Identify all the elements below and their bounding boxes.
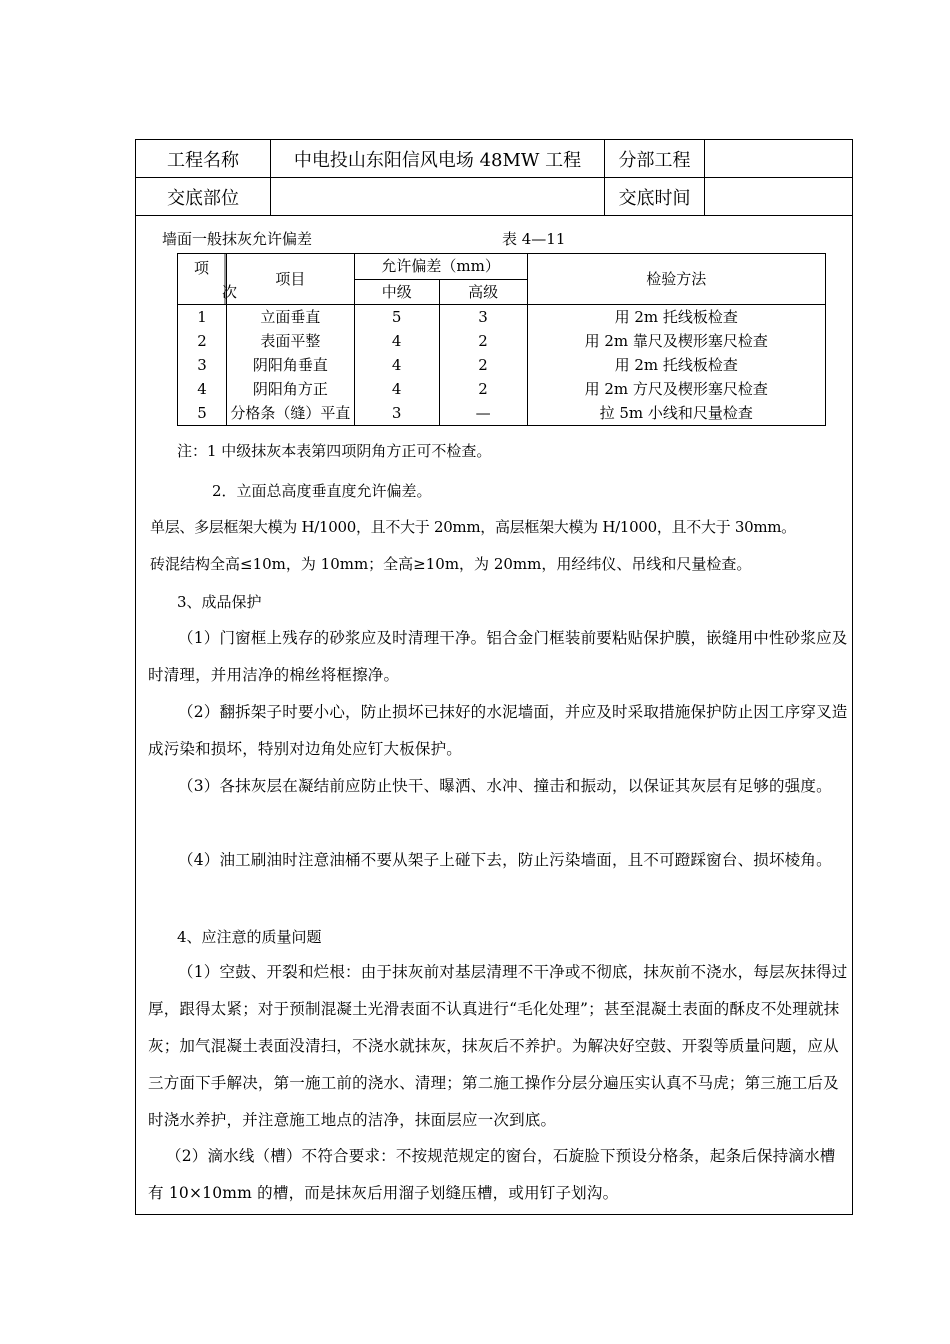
header-cell-tolerance: 允许偏差（mm） bbox=[354, 254, 527, 280]
header-cell-mid: 中级 bbox=[354, 279, 439, 305]
row-method: 用 2m 方尺及楔形塞尺检查 bbox=[527, 377, 825, 401]
section-4-paragraph-2: （2）滴水线（槽）不符合要求：不按规范规定的窗台，石旋脸下预设分格条，起条后保持滴水槽有 10×10mm 的槽，而是抹灰后用溜子划缝压槽，或用钉子划沟。 bbox=[148, 1147, 836, 1202]
table-row bbox=[178, 401, 826, 426]
note-2: 2．立面总高度垂直度允许偏差。 bbox=[212, 482, 432, 500]
time-label: 交底时间 bbox=[605, 178, 705, 215]
row-no: 1 bbox=[178, 305, 227, 330]
header-no-2: 次 bbox=[222, 283, 238, 301]
section-3-paragraph-3: （3）各抹灰层在凝结前应防止快干、曝洒、水冲、撞击和振动，以保证其灰层有足够的强度。 bbox=[178, 777, 832, 795]
section-4-paragraph-1: （1）空鼓、开裂和烂根：由于抹灰前对基层清理不干净或不彻底，抹灰前不浇水，每层灰抹得过厚，跟得太紧；对于预制混凝土光滑表面不认真进行“毛化处理”；甚至混凝土表面的酥皮不处理就抹灰；加气混凝土表面没清扫，不浇水就抹灰，抹灰后不养护。为解决好空鼓、开裂等质量问题，应从三方面下手解决，第一施工前的浇水、清理；第二施工操作分层分遍压实认真不马虎；第三施工后及时浇水养护，并注意施工地点的洁净，抹面层应一次到底。 bbox=[148, 963, 848, 1129]
project-value: 中电投山东阳信风电场 48MW 工程 bbox=[271, 140, 605, 177]
table-number: 表 4—11 bbox=[502, 230, 566, 248]
row-item: 阴阳角垂直 bbox=[226, 353, 354, 377]
row-method: 用 2m 托线板检查 bbox=[527, 353, 825, 377]
location-value bbox=[271, 178, 605, 215]
table-title-name: 墙面一般抹灰允许偏差 bbox=[162, 230, 313, 248]
row-method: 用 2m 靠尺及楔形塞尺检查 bbox=[527, 329, 825, 353]
subproject-label: 分部工程 bbox=[605, 140, 705, 177]
row-no: 2 bbox=[178, 329, 227, 353]
row-high: 2 bbox=[439, 353, 527, 377]
row-high: 2 bbox=[439, 329, 527, 353]
diagonal-line bbox=[178, 254, 227, 304]
location-label: 交底部位 bbox=[136, 178, 271, 215]
table-title bbox=[162, 228, 566, 249]
row-mid: 5 bbox=[354, 305, 439, 330]
deviation-table bbox=[177, 253, 826, 426]
row-no: 4 bbox=[178, 377, 227, 401]
section-4-heading: 4、应注意的质量问题 bbox=[177, 928, 322, 946]
document-frame bbox=[135, 139, 853, 1215]
header-cell-high: 高级 bbox=[439, 279, 527, 305]
project-label: 工程名称 bbox=[136, 140, 271, 177]
section-3-paragraph-4: （4）油工刷油时注意油桶不要从架子上碰下去，防止污染墙面，且不可蹬踩窗台、损坏棱角。 bbox=[178, 851, 832, 869]
header-no-1: 项 bbox=[194, 259, 210, 277]
row-no: 3 bbox=[178, 353, 227, 377]
note-1: 注：1 中级抹灰本表第四项阴角方正可不检查。 bbox=[177, 442, 492, 460]
row-no: 5 bbox=[178, 401, 227, 426]
section-3-paragraph-1: （1）门窗框上残存的砂浆应及时清理干净。铝合金门框装前要粘贴保护膜，嵌缝用中性砂浆应及时清理，并用洁净的棉丝将框擦净。 bbox=[148, 629, 848, 684]
row-item: 表面平整 bbox=[226, 329, 354, 353]
row-mid: 3 bbox=[354, 401, 439, 426]
row-high: 3 bbox=[439, 305, 527, 330]
subproject-value bbox=[705, 140, 852, 177]
row-mid: 4 bbox=[354, 377, 439, 401]
header-row-location bbox=[136, 178, 852, 216]
header-row-project bbox=[136, 140, 852, 178]
row-high: 2 bbox=[439, 377, 527, 401]
note-4: 砖混结构全高≤10m，为 10mm；全高≥10m，为 20mm，用经纬仪、吊线和尺量检查。 bbox=[150, 555, 752, 573]
table-row bbox=[178, 329, 826, 353]
table-header-row-1 bbox=[178, 254, 826, 280]
header-cell-item: 项目 bbox=[226, 254, 354, 305]
row-method: 用 2m 托线板检查 bbox=[527, 305, 825, 330]
section-3-heading: 3、成品保护 bbox=[177, 593, 262, 611]
row-item: 立面垂直 bbox=[226, 305, 354, 330]
note-3: 单层、多层框架大模为 H/1000，且不大于 20mm，高层框架大模为 H/1000，且不大于 30mm。 bbox=[150, 518, 796, 536]
row-mid: 4 bbox=[354, 353, 439, 377]
table-row bbox=[178, 305, 826, 330]
row-item: 分格条（缝）平直 bbox=[226, 401, 354, 426]
header-cell-method: 检验方法 bbox=[527, 254, 825, 305]
header-cell-no bbox=[178, 254, 238, 305]
table-row bbox=[178, 377, 826, 401]
section-3-paragraph-2: （2）翻拆架子时要小心，防止损坏已抹好的水泥墙面，并应及时采取措施保护防止因工序穿叉造成污染和损坏，特别对边角处应钉大板保护。 bbox=[148, 703, 848, 758]
time-value bbox=[705, 178, 852, 215]
row-high: — bbox=[439, 401, 527, 426]
row-mid: 4 bbox=[354, 329, 439, 353]
table-row bbox=[178, 353, 826, 377]
row-item: 阴阳角方正 bbox=[226, 377, 354, 401]
row-method: 拉 5m 小线和尺量检查 bbox=[527, 401, 825, 426]
